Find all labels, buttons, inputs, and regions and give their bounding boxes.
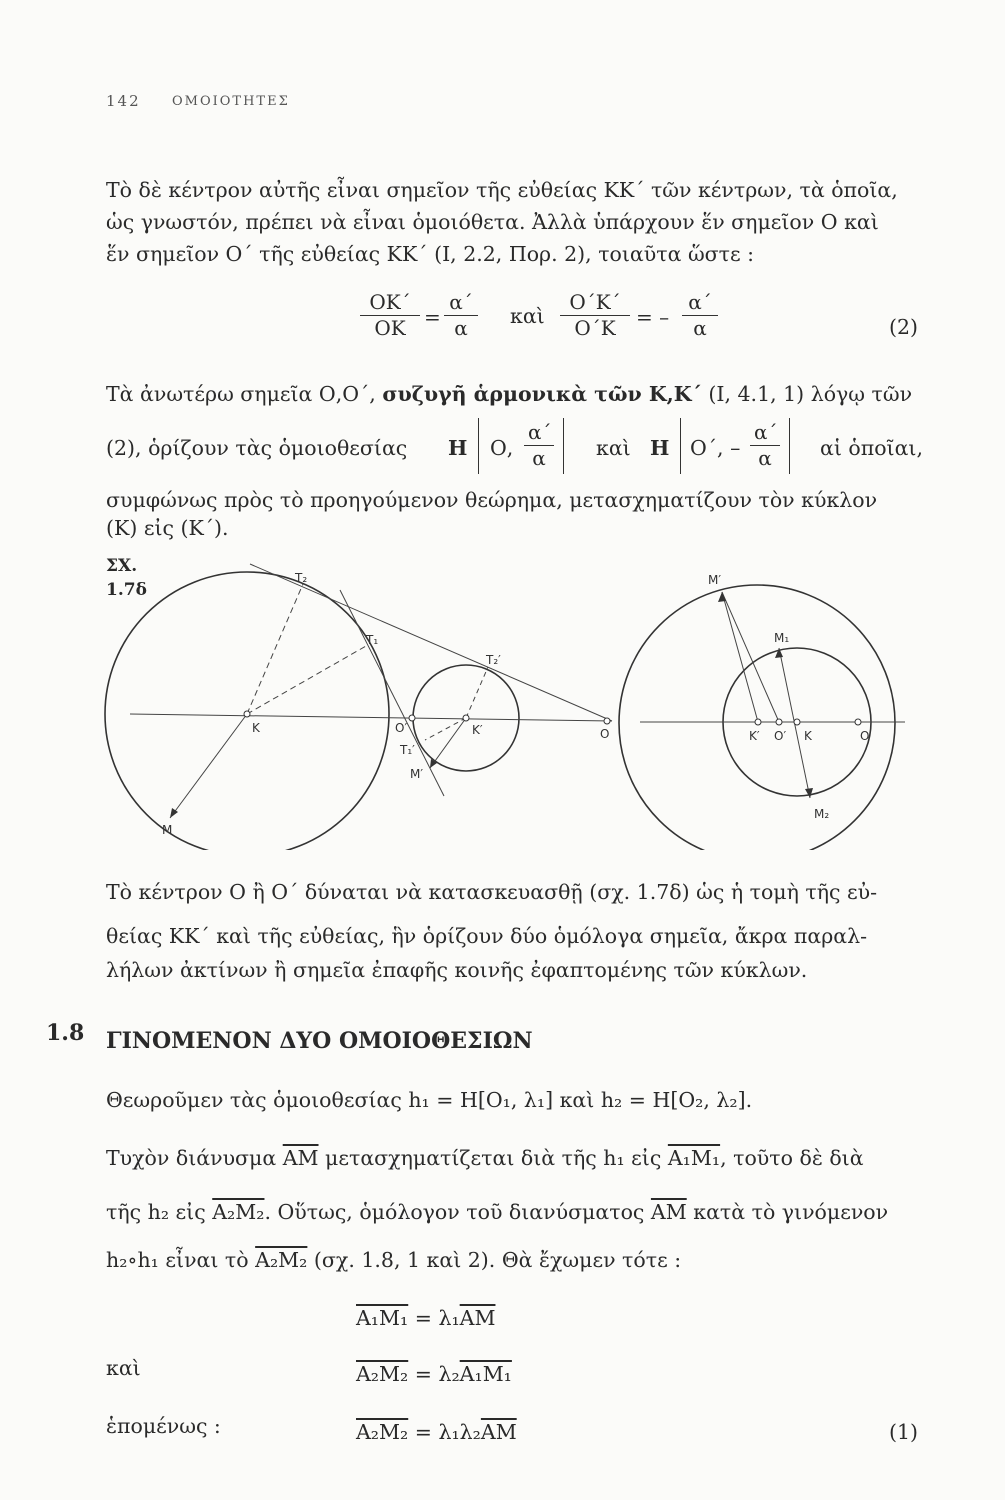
para3-line3: λήλων ἀκτίνων ἢ σημεῖα ἐπαφῆς κοινῆς ἐφαπτομένης τῶν κύκλων. [106,958,808,982]
label-T1p: T₁′ [400,743,415,757]
para3-line2: θείας ΚΚ΄ καὶ τῆς εὐθείας, ἣν ὁρίζουν δύο ὁμόλογα σημεῖα, ἄκρα παραλ- [106,924,868,948]
arrow-right-Mp [718,592,726,602]
page-number: 142 [106,92,141,110]
radius-KpT2p [466,667,488,718]
label-right-K: K [804,729,812,743]
equals-sign: = [424,305,441,329]
para4-line3: τῆς h₂ εἰς Α₂Μ₂. Οὕτως, ὁμόλογον τοῦ διανύσματος $\overline{AM}$ κατὰ τὸ γινόμενον [106,1200,889,1224]
para2-line1: Τὰ ἀνωτέρω σημεῖα Ο,Ο΄, συζυγῆ ἁρμονικὰ τῶν Κ,Κ΄ (Ι, 4.1, 1) λόγῳ τῶν [106,382,913,406]
equation-label-2: (2) [889,315,919,339]
homothety-H-2: Η [650,436,670,460]
label-right-O: O [860,729,870,743]
point-right-K-prime [755,719,761,725]
equation-3-number: (1) [889,1420,919,1444]
running-title: ΟΜΟΙΟΤΗΤΕΣ [172,94,290,109]
radius-KpMp [430,718,466,768]
fraction-ratio-2: $\frac{\alpha΄}{\alpha}$ [682,290,718,341]
fraction-ok-prime: $\frac{OK΄}{OK}$ [360,290,420,341]
para4-line1: Θεωροῦμεν τὰς ὁμοιοθεσίας h₁ = Η[Ο₁, λ₁] καὶ h₂ = Η[Ο₂, λ₂]. [106,1088,753,1112]
figure-caption-number: 1.7δ [106,580,147,600]
homothety-center-Oprime: Ο΄, – [690,436,741,460]
para2-line3: συμφώνως πρὸς τὸ προηγούμενον θεώρημα, μετασχηματίζουν τὸν κύκλον [106,488,878,512]
label-M: M [162,823,173,837]
line-Mp-O [722,592,758,722]
section-number: 1.8 [46,1020,85,1046]
label-K: K [252,721,260,735]
radius-KT1 [247,646,366,714]
fraction-ratio-1: $\frac{\alpha΄}{\alpha}$ [444,290,478,341]
point-right-O [855,719,861,725]
homothety-ratio-1: $\frac{\alpha΄}{\alpha}$ [524,420,554,471]
point-O-prime [409,715,415,721]
label-Kp: K′ [472,723,483,737]
para2-line4: (Κ) εἰς (Κ΄). [106,516,229,540]
radius-KM [170,714,247,818]
label-right-M2: M₂ [814,807,830,821]
label-T2p: T₂′ [486,653,501,667]
para4-line4: h₂∘h₁ εἶναι τὸ Α₂Μ₂ (σχ. 1.8, 1 καὶ 2). Θὰ ἔχωμεν τότε : [106,1248,682,1272]
label-T2: T₂ [295,571,308,585]
para4-line2: Τυχὸν διάνυσμα $\overline{AM}$ μετασχηματίζεται διὰ τῆς h₁ εἰς Α₁Μ₁, τοῦτο δὲ διὰ [106,1146,864,1170]
point-O [604,718,610,724]
para2-line2-end: αἱ ὁποῖαι, [820,436,923,460]
homothety-ratio-2: $\frac{\alpha΄}{\alpha}$ [750,420,780,471]
homothety-center-O: Ο, [490,436,514,460]
point-K [244,711,250,717]
para3-line1: Τὸ κέντρον Ο ἢ Ο΄ δύναται νὰ κατασκευασθῇ (σχ. 1.7δ) ὡς ἡ τομὴ τῆς εὐ- [106,880,878,904]
para1-line3: ἕν σημεῖον Ο΄ τῆς εὐθείας ΚΚ΄ (Ι, 2.2, Πορ. 2), τοιαῦτα ὥστε : [106,242,755,266]
label-right-M1: M₁ [774,631,790,645]
section-title: ΓΙΝΟΜΕΝΟΝ ΔΥΟ ΟΜΟΙΟΘΕΣΙΩΝ [106,1028,533,1054]
equation-1: $A_1M_1 = \lambda_1\overline{AM}$ [356,1306,496,1330]
line-Mp-Op [722,592,779,722]
label-Mp: M′ [410,767,424,781]
radius-KpT1p [425,718,466,740]
axis-KK-prime [130,714,612,721]
point-right-K [794,719,800,725]
equation-3: $A_2M_2 = \lambda_1\lambda_2\overline{AM}$ [356,1420,517,1444]
fraction-opk-prime: $\frac{O΄K΄}{O΄K}$ [560,290,630,341]
para2-line2-start: (2), ὁρίζουν τὰς ὁμοιοθεσίας [106,436,408,460]
point-right-O-prime [776,719,782,725]
label-right-Kp: K′ [749,729,760,743]
figure-caption-label: ΣΧ. [106,556,138,576]
label-Op: O′ [395,721,408,735]
para1-line1: Τὸ δὲ κέντρον αὐτῆς εἶναι σημεῖον τῆς εὐθείας ΚΚ΄ τῶν κέντρων, τὰ ὁποῖα, [106,178,898,202]
para1-line2: ὡς γνωστόν, πρέπει νὰ εἶναι ὁμοιόθετα. Ἀλλὰ ὑπάρχουν ἕν σημεῖον Ο καὶ [106,210,879,234]
point-K-prime [463,715,469,721]
label-right-Op: O′ [774,729,787,743]
tangent-T2 [250,564,612,721]
arrow-right-M2 [805,788,813,798]
equals-minus: = – [636,305,670,329]
homothety-H-1: Η [448,436,468,460]
equation-3-label: ἑπομένως : [106,1414,221,1438]
eq-kai: καὶ [510,304,545,328]
radius-KT2 [247,584,303,714]
equation-2: Α₂Μ₂ = λ₂Α₁Μ₁ [356,1362,512,1386]
tangent-T1 [340,590,444,796]
figure-1-7d [0,560,1005,850]
equation-2-label: καὶ [106,1356,141,1380]
label-T1: T₁ [366,633,379,647]
label-right-Mp: M′ [708,573,722,587]
label-O: O [600,727,610,741]
para2-kai: καὶ [596,436,631,460]
